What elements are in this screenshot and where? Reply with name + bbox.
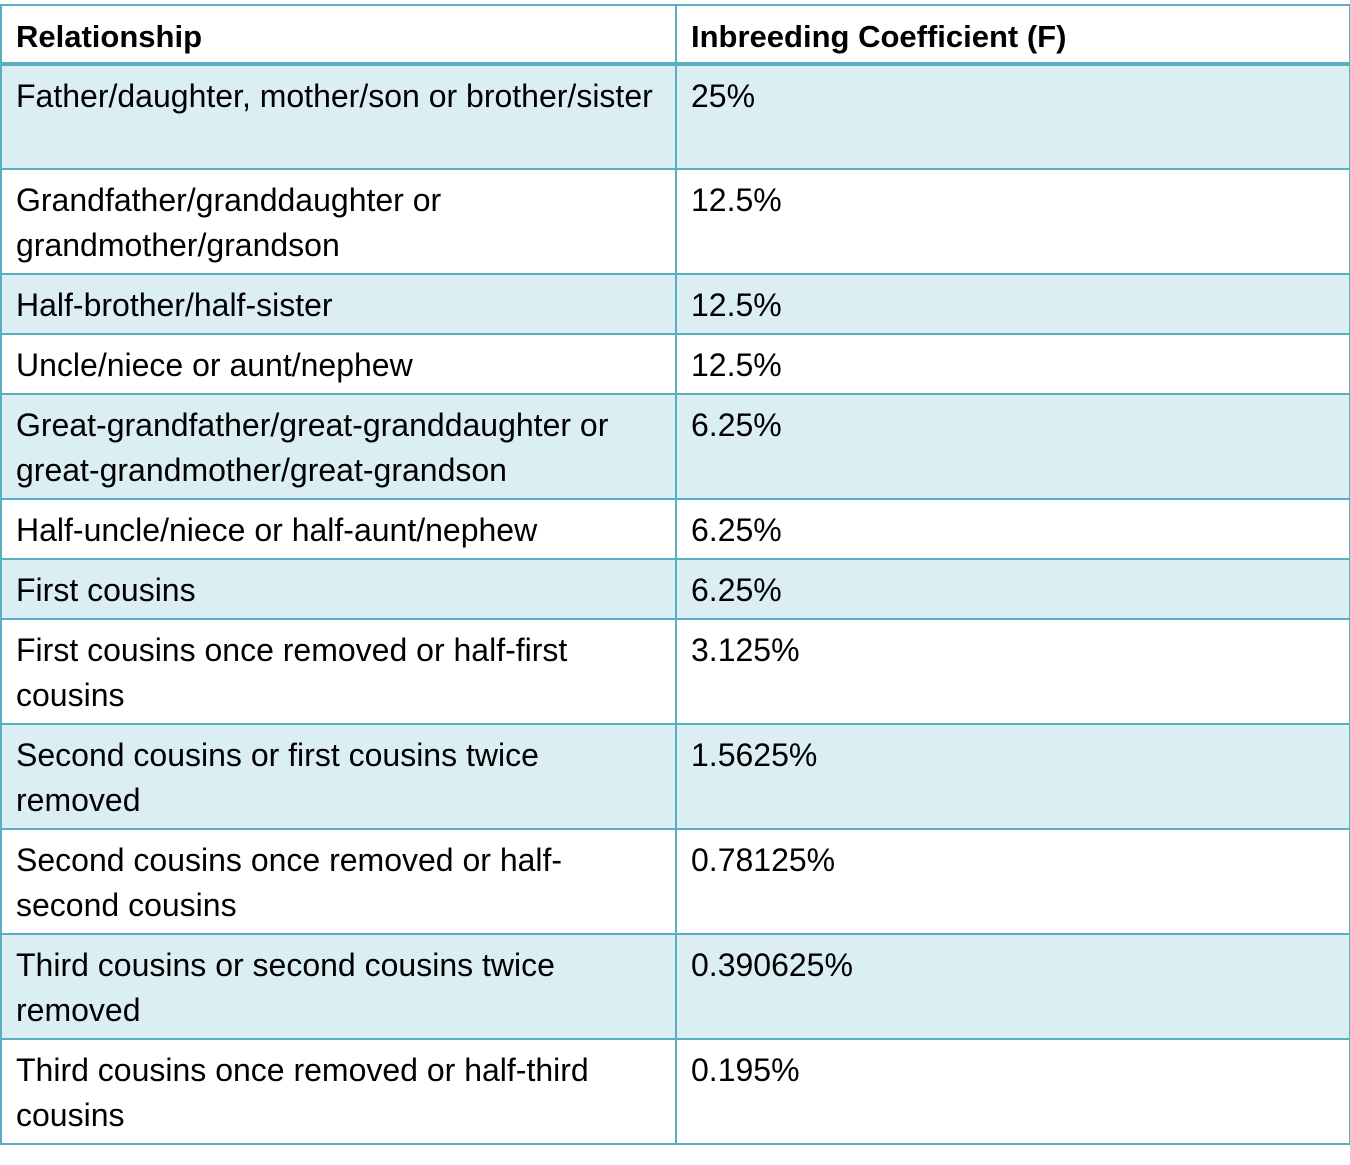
relationship-cell: Half-uncle/niece or half-aunt/nephew (1, 499, 676, 559)
coefficient-cell: 12.5% (676, 169, 1350, 274)
table-row (1, 724, 1350, 829)
coefficient-cell: 1.5625% (676, 724, 1350, 829)
coefficient-cell: 0.195% (676, 1039, 1350, 1144)
header-relationship: Relationship (1, 5, 676, 64)
relationship-cell: Father/daughter, mother/son or brother/sister (1, 64, 676, 169)
table-row (1, 1039, 1350, 1144)
coefficient-cell: 6.25% (676, 394, 1350, 499)
table-row (1, 274, 1350, 334)
inbreeding-table-container (0, 4, 1349, 1145)
coefficient-cell: 6.25% (676, 499, 1350, 559)
relationship-cell: First cousins (1, 559, 676, 619)
table-row (1, 64, 1350, 169)
table-row (1, 559, 1350, 619)
relationship-cell: Half-brother/half-sister (1, 274, 676, 334)
table-row (1, 334, 1350, 394)
table-row (1, 934, 1350, 1039)
table-row (1, 829, 1350, 934)
inbreeding-coefficient-table (0, 4, 1350, 1145)
relationship-cell: First cousins once removed or half-first cousins (1, 619, 676, 724)
relationship-cell: Third cousins or second cousins twice removed (1, 934, 676, 1039)
header-row (1, 5, 1350, 64)
relationship-cell: Great-grandfather/great-granddaughter or great-grandmother/great-grandson (1, 394, 676, 499)
relationship-cell: Uncle/niece or aunt/nephew (1, 334, 676, 394)
coefficient-cell: 6.25% (676, 559, 1350, 619)
table-row (1, 619, 1350, 724)
table-row (1, 394, 1350, 499)
relationship-cell: Third cousins once removed or half-third cousins (1, 1039, 676, 1144)
coefficient-cell: 0.390625% (676, 934, 1350, 1039)
coefficient-cell: 25% (676, 64, 1350, 169)
relationship-cell: Second cousins once removed or half-second cousins (1, 829, 676, 934)
table-row (1, 169, 1350, 274)
relationship-cell: Grandfather/granddaughter or grandmother/grandson (1, 169, 676, 274)
coefficient-cell: 3.125% (676, 619, 1350, 724)
header-inbreeding-coefficient: Inbreeding Coefficient (F) (676, 5, 1350, 64)
table-body (1, 64, 1350, 1144)
coefficient-cell: 12.5% (676, 274, 1350, 334)
relationship-cell: Second cousins or first cousins twice removed (1, 724, 676, 829)
table-row (1, 499, 1350, 559)
coefficient-cell: 0.78125% (676, 829, 1350, 934)
table-header (1, 5, 1350, 64)
coefficient-cell: 12.5% (676, 334, 1350, 394)
